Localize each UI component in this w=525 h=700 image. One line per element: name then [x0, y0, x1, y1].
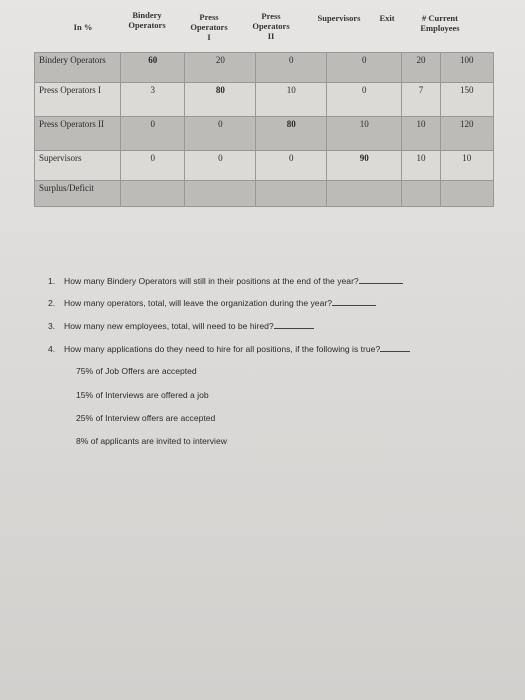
question-3: 3. How many new employees, total, will need to be hired? [48, 320, 314, 331]
row-label: Press Operators II [35, 117, 121, 151]
answer-blank[interactable] [274, 320, 314, 329]
row-label: Surplus/Deficit [35, 181, 121, 207]
column-header-supervisors: Supervisors [317, 13, 361, 23]
condition-item: 25% of Interview offers are accepted [76, 413, 216, 423]
table-header [28, 10, 498, 50]
column-header-bindery-operators: Bindery Operators [128, 10, 166, 30]
row-label: Supervisors [35, 151, 121, 181]
question-4: 4. How many applications do they need to hire for all positions, if the following is true? [48, 343, 410, 354]
column-header-press-operators-1: Press Operators I [190, 12, 228, 42]
table-row [35, 181, 494, 207]
row-label: Press Operators I [35, 83, 121, 117]
table-row: Bindery Operators 60 20 0 0 20 100 [35, 53, 494, 83]
table-row: Press Operators I 3 80 10 0 7 150 [35, 83, 494, 117]
corner-label: In % [73, 22, 93, 32]
transition-matrix-table [34, 52, 494, 207]
column-header-press-operators-2: Press Operators II [252, 11, 290, 41]
table-row: Press Operators II 0 0 80 10 10 120 [35, 117, 494, 151]
answer-blank[interactable] [332, 297, 376, 306]
column-header-current-employees: # Current Employees [420, 13, 460, 33]
question-2: 2. How many operators, total, will leave the organization during the year? [48, 297, 376, 308]
question-1: 1. How many Bindery Operators will still in their positions at the end of the year? [48, 275, 403, 286]
answer-blank[interactable] [380, 343, 410, 352]
condition-item: 75% of Job Offers are accepted [76, 366, 197, 376]
table-row: Supervisors 0 0 0 90 10 10 [35, 151, 494, 181]
condition-item: 15% of Interviews are offered a job [76, 390, 209, 400]
condition-item: 8% of applicants are invited to interview [76, 436, 227, 446]
row-label: Bindery Operators [35, 53, 121, 83]
answer-blank[interactable] [359, 275, 403, 284]
column-header-exit: Exit [379, 13, 395, 23]
